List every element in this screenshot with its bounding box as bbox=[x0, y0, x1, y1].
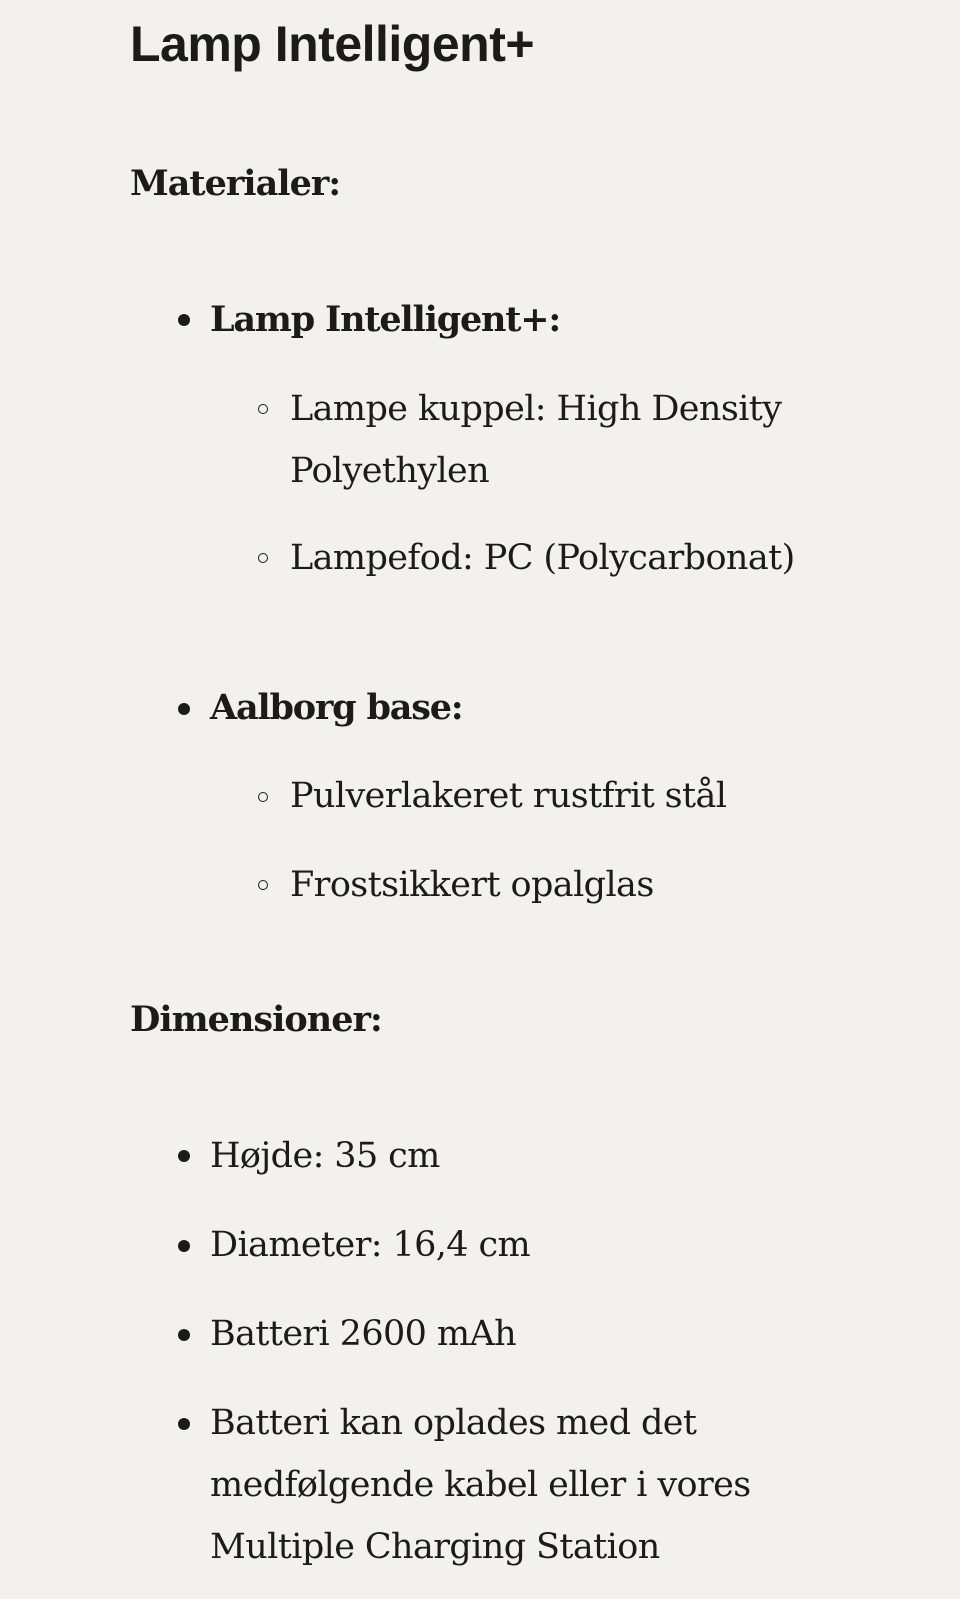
bullet-circle-icon bbox=[258, 792, 268, 802]
dimension-diameter: Diameter: 16,4 cm bbox=[210, 1225, 531, 1265]
product-title: Lamp Intelligent+ bbox=[130, 16, 535, 72]
materials-heading: Materialer: bbox=[130, 163, 341, 204]
material-item-steel: Pulverlakeret rustfrit stål bbox=[290, 776, 727, 816]
bullet-disc-icon bbox=[178, 703, 190, 715]
dimension-height: Højde: 35 cm bbox=[210, 1136, 440, 1176]
bullet-disc-icon bbox=[178, 1418, 190, 1430]
bullet-disc-icon bbox=[178, 1240, 190, 1252]
bullet-circle-icon bbox=[258, 553, 268, 563]
bullet-circle-icon bbox=[258, 880, 268, 890]
dimensions-heading: Dimensioner: bbox=[130, 999, 382, 1040]
material-group-lamp: Lamp Intelligent+: bbox=[210, 299, 561, 340]
material-group-base: Aalborg base: bbox=[210, 687, 463, 728]
dimension-charging-cont: Multiple Charging Station bbox=[210, 1527, 660, 1567]
material-item-dome: Lampe kuppel: High Density bbox=[290, 389, 782, 429]
dimension-charging: Batteri kan oplades med det bbox=[210, 1403, 697, 1443]
material-item-dome-cont: Polyethylen bbox=[290, 451, 490, 491]
bullet-disc-icon bbox=[178, 314, 190, 326]
dimension-charging-cont: medfølgende kabel eller i vores bbox=[210, 1465, 751, 1505]
dimension-battery: Batteri 2600 mAh bbox=[210, 1314, 517, 1354]
material-item-glass: Frostsikkert opalglas bbox=[290, 865, 654, 905]
bullet-circle-icon bbox=[258, 404, 268, 414]
bullet-disc-icon bbox=[178, 1329, 190, 1341]
material-item-foot: Lampefod: PC (Polycarbonat) bbox=[290, 538, 795, 578]
bullet-disc-icon bbox=[178, 1150, 190, 1162]
